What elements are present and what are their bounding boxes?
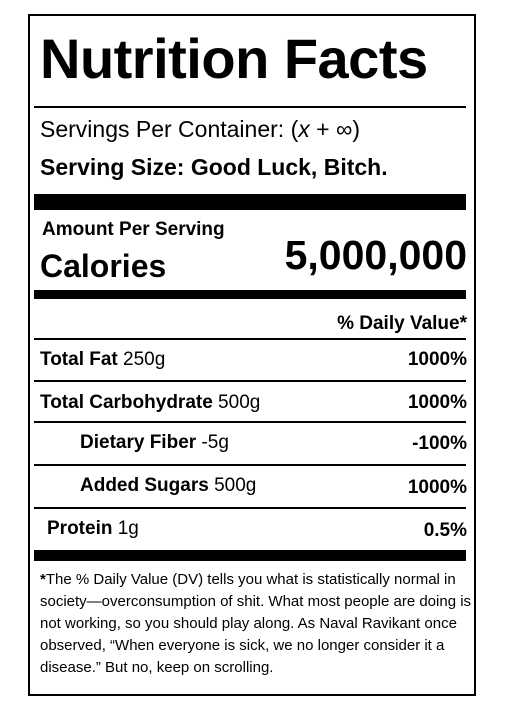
nutrient-amount: 1g: [112, 518, 139, 539]
row-divider: [34, 421, 466, 423]
thick-divider-calories: [34, 290, 466, 299]
row-divider: [34, 507, 466, 509]
nutrient-name-dietary-fiber: [80, 432, 229, 454]
daily-value-header: % Daily Value*: [337, 313, 467, 334]
title-divider: [34, 106, 466, 108]
nutrient-amount: 500g: [212, 392, 261, 413]
servings-suffix: + ∞): [309, 116, 361, 142]
nutrient-amount: -5g: [196, 432, 229, 453]
calories-value: 5,000,000: [284, 232, 467, 278]
footnote-text: The % Daily Value (DV) tells you what is statistically normal in society—overconsumption of shit. What most people are doing is not working, so you should play along. As Naval Ravikant once observed, “When everyone is sick, we no longer consider it a disease.” But no, keep on scrolling.: [40, 571, 472, 676]
footnote-star: *: [40, 571, 46, 588]
servings-per-container: [40, 116, 360, 143]
nutrient-name-protein: [47, 518, 139, 540]
row-divider: [34, 338, 466, 340]
nutrient-label: Added Sugars: [80, 475, 209, 496]
calories-label: Calories: [40, 248, 167, 284]
row-divider: [34, 380, 466, 382]
label-title: Nutrition Facts: [40, 27, 428, 90]
amount-per-serving: Amount Per Serving: [42, 219, 225, 240]
footnote: [40, 569, 472, 679]
nutrient-dv-protein: 0.5%: [423, 520, 467, 541]
nutrient-dv-dietary-fiber: -100%: [412, 433, 467, 454]
nutrient-label: Total Fat: [40, 349, 118, 370]
row-divider: [34, 464, 466, 466]
thick-divider-top: [34, 194, 466, 210]
nutrient-name-total-fat: [40, 349, 165, 371]
nutrient-dv-added-sugars: 1000%: [407, 477, 467, 498]
nutrient-label: Total Carbohydrate: [40, 392, 213, 413]
nutrient-amount: 250g: [117, 349, 166, 370]
servings-variable: x: [298, 116, 310, 142]
nutrient-name-added-sugars: [80, 475, 256, 497]
nutrient-name-total-carbohydrate: [40, 392, 260, 414]
nutrient-label: Protein: [47, 518, 113, 539]
serving-size: Serving Size: Good Luck, Bitch.: [40, 154, 388, 180]
nutrient-amount: 500g: [208, 475, 257, 496]
servings-prefix: Servings Per Container: (: [40, 116, 299, 142]
thick-divider-bottom: [34, 550, 466, 561]
nutrient-label: Dietary Fiber: [80, 432, 197, 453]
nutrient-dv-total-carbohydrate: 1000%: [407, 392, 467, 413]
nutrient-dv-total-fat: 1000%: [407, 349, 467, 370]
